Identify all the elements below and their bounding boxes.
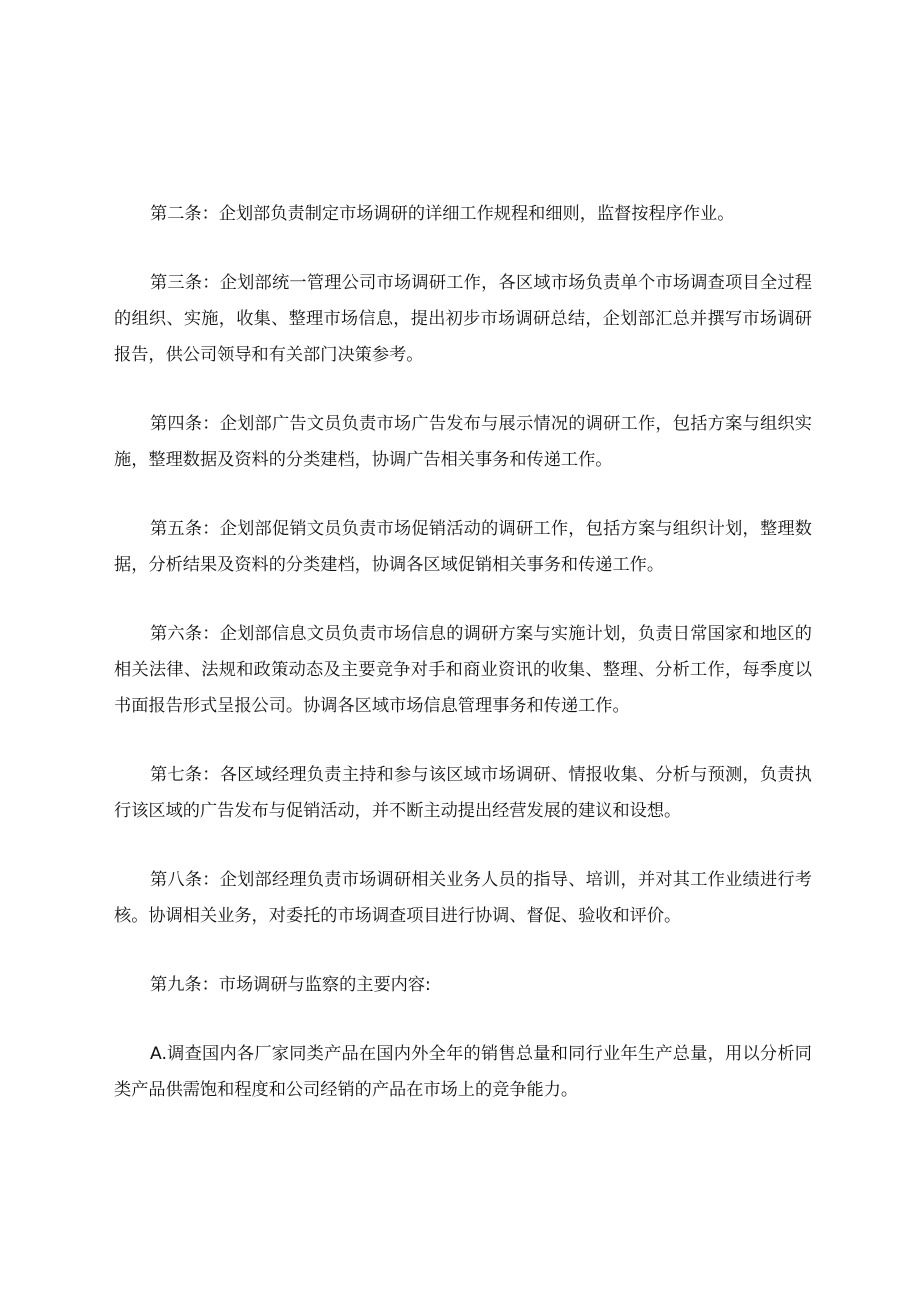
document-body [114,196,812,1141]
paragraph-article-8: 第八条：企划部经理负责市场调研相关业务人员的指导、培训，并对其工作业绩进行考核。协调相关业务，对委托的市场调查项目进行协调、督促、验收和评价。 [114,870,812,926]
paragraph-article-5: 第五条：企划部促销文员负责市场促销活动的调研工作，包括方案与组织计划，整理数据，分析结果及资料的分类建档，协调各区域促销相关事务和传递工作。 [114,519,812,575]
paragraph-article-2: 第二条：企划部负责制定市场调研的详细工作规程和细则，监督按程序作业。 [150,204,735,224]
paragraph-article-6: 第六条：企划部信息文员负责市场信息的调研方案与实施计划，负责日常国家和地区的相关法律、法规和政策动态及主要竞争对手和商业资讯的收集、整理、分析工作，每季度以书面报告形式呈报公司。协调各区域市场信息管理事务和传递工作。 [114,624,812,716]
paragraph-article-9: 第九条：市场调研与监察的主要内容: [150,975,431,995]
paragraph-item-a: A.调查国内各厂家同类产品在国内外全年的销售总量和同行业年生产总量，用以分析同类产品供需饱和程度和公司经销的产品在市场上的竞争能力。 [114,1044,812,1100]
paragraph-article-4: 第四条：企划部广告文员负责市场广告发布与展示情况的调研工作，包括方案与组织实施，整理数据及资料的分类建档，协调广告相关事务和传递工作。 [114,414,812,470]
paragraph-article-7: 第七条：各区域经理负责主持和参与该区域市场调研、情报收集、分析与预测，负责执行该区域的广告发布与促销活动，并不断主动提出经营发展的建议和设想。 [114,765,812,821]
paragraph-article-3: 第三条：企划部统一管理公司市场调研工作，各区域市场负责单个市场调查项目全过程的组织、实施，收集、整理市场信息，提出初步市场调研总结，企划部汇总并撰写市场调研报告，供公司领导和有关部门决策参考。 [114,273,812,365]
